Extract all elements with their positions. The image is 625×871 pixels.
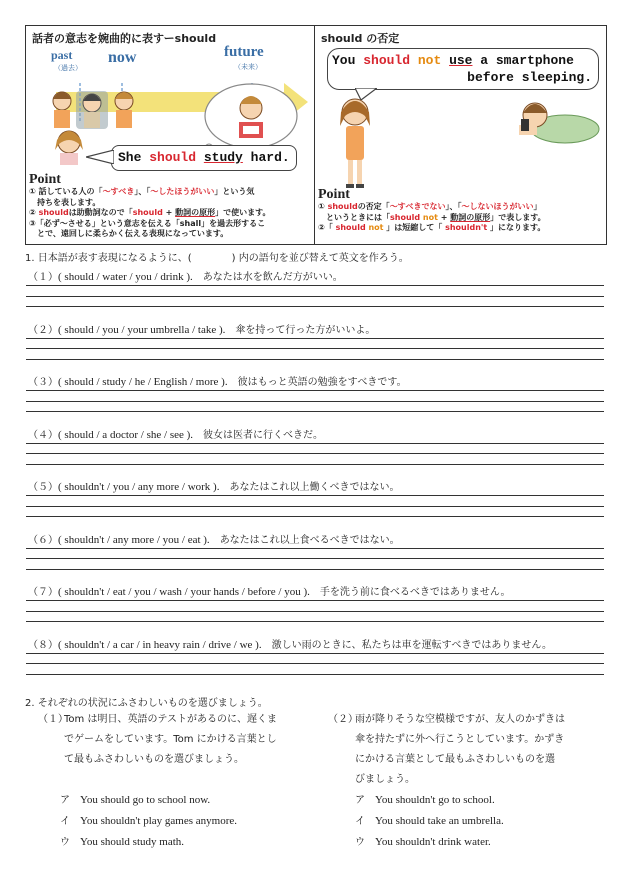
exercise-prompt-japanese: 傘を持って行った方がいいよ。	[235, 324, 376, 336]
answer-line[interactable]	[26, 306, 604, 307]
exercise-prompt-english: ( shouldn't / any more / you / eat ).	[58, 533, 210, 546]
left-panel-title: 話者の意志を婉曲的に表すーshould	[32, 32, 217, 45]
exercise-item-3	[28, 373, 407, 388]
timeline-future-sub: （未来）	[234, 63, 262, 71]
answer-line[interactable]	[26, 285, 604, 286]
exercise-prompt-japanese: あなたはこれ以上食べるべきではない。	[219, 534, 400, 546]
exercise-item-7	[28, 583, 511, 598]
exercise-prompt-japanese: 手を洗う前に食べるべきではありません。	[319, 587, 511, 598]
left-point-line-4: ③「必ず～させる」という意志を伝える「shall」を過去形するこ	[29, 218, 266, 228]
bubble-tail	[86, 150, 114, 164]
speaker-girl-illustration	[51, 126, 87, 166]
q1-options	[60, 790, 320, 853]
answer-line[interactable]	[26, 674, 604, 675]
q2-options	[355, 790, 605, 853]
exercise-prompt-english: ( shouldn't / you / any more / work ).	[58, 481, 220, 493]
right-point-line-2: というときには「should not + 動詞の原形」で表します。	[318, 212, 546, 222]
right-speech-bubble: You should not use a smartphone before sleeping.	[327, 48, 599, 90]
right-panel-title: should の否定	[321, 32, 400, 45]
answer-line[interactable]	[26, 548, 604, 549]
q2-question: 雨が降りそうな空模様ですが、友人のかずきは 傘を持たずに外へ行こうとしています。かずき にかける言葉として最もふさわしいものを選 びましょう。	[355, 714, 565, 785]
answer-line[interactable]	[26, 453, 604, 454]
boy-in-bed-illustration	[515, 91, 600, 146]
exercise-prompt-japanese: 彼はもっと英語の勉強をすべきです。	[237, 377, 407, 388]
q2-option-c[interactable]: ウ You shouldn't drink water.	[355, 836, 491, 848]
exercise-number: （２）	[28, 324, 58, 336]
exercise-prompt-japanese: 激しい雨のときに、私たちは車を運転すべきではありません。	[271, 639, 552, 651]
answer-line[interactable]	[26, 411, 604, 412]
right-point-line-1: ① shouldの否定「～すべきでない」、「～しないほうがいい」	[318, 202, 542, 211]
exercise-item-2	[28, 321, 375, 336]
answer-line[interactable]	[26, 443, 604, 444]
left-point-line-1: ① 話している人の「～すべき」、「～したほうがいい」という気	[29, 187, 255, 196]
q1-option-a[interactable]: ア You should go to school now.	[60, 794, 211, 806]
answer-line[interactable]	[26, 653, 604, 654]
answer-line[interactable]	[26, 338, 604, 339]
exercise-prompt-english: ( should / you / your umbrella / take ).	[58, 323, 226, 336]
exercise-prompt-english: ( should / water / you / drink ).	[58, 271, 193, 283]
left-point-box	[26, 173, 314, 240]
answer-line[interactable]	[26, 506, 604, 507]
q1-question: Tom は明日、英語のテストがあるのに、遅くま でゲームをしています。Tom にかける言葉とし て最もふさわしいものを選びましょう。	[64, 714, 278, 765]
section2-heading: 2. それぞれの状況にふさわしいものを選びましょう。	[25, 698, 268, 709]
q1-number: （１）	[38, 714, 68, 725]
q2-option-a[interactable]: ア You shouldn't go to school.	[355, 794, 495, 806]
left-point-line-2: 持ちを表します。	[29, 197, 101, 207]
timeline-future-label: future	[224, 44, 264, 60]
right-point-title: Point	[318, 187, 350, 202]
exercise-prompt-english: ( should / study / he / English / more ).	[58, 376, 228, 388]
exercise-prompt-japanese: 彼女は医者に行くべきだ。	[203, 429, 324, 441]
exercise-number: （４）	[28, 429, 58, 441]
exercise-number: （６）	[28, 534, 58, 546]
grammar-explanation-box	[25, 25, 607, 245]
left-speech-bubble: She should study hard.	[111, 145, 297, 171]
exercise-item-6	[28, 531, 400, 546]
exercise-item-1	[28, 268, 343, 283]
answer-line[interactable]	[26, 569, 604, 570]
girl-standing-illustration	[335, 96, 375, 191]
answer-line[interactable]	[26, 663, 604, 664]
exercise-item-4	[28, 426, 323, 441]
left-point-line-3: ② shouldは助動詞なので「should + 動詞の原形」で使います。	[29, 208, 271, 217]
students-studying-illustration	[46, 81, 141, 131]
answer-line[interactable]	[26, 296, 604, 297]
exercise-number: （１）	[28, 272, 58, 283]
q2-number: （２）	[328, 714, 358, 725]
exercise-prompt-japanese: あなたはこれ以上働くべきではない。	[229, 482, 400, 493]
q1-option-b[interactable]: イ You shouldn't play games anymore.	[60, 815, 237, 827]
answer-line[interactable]	[26, 558, 604, 559]
answer-line[interactable]	[26, 401, 604, 402]
right-point-line-3: ②「 should not 」は短縮して「 shouldn't 」になります。	[318, 223, 546, 232]
exercise-prompt-japanese: あなたは水を飲んだ方がいい。	[202, 272, 343, 283]
exercise-number: （７）	[28, 587, 58, 598]
exercise-number: （５）	[28, 482, 58, 493]
timeline-past-sub: （過去）	[54, 64, 82, 72]
answer-line[interactable]	[26, 516, 604, 517]
answer-line[interactable]	[26, 464, 604, 465]
answer-line[interactable]	[26, 359, 604, 360]
answer-line[interactable]	[26, 348, 604, 349]
exercise-prompt-english: ( shouldn't / a car / in heavy rain / drive / we ).	[58, 638, 262, 651]
exercise-number: （８）	[28, 639, 58, 651]
answer-line[interactable]	[26, 600, 604, 601]
left-point-line-5: とで、遠回しに柔らかく伝える表現になっています。	[29, 229, 229, 238]
section1-heading: 1. 日本語が表す表現になるように、( ) 内の語句を並び替えて英文を作ろう。	[25, 253, 409, 264]
timeline-now-label: now	[108, 49, 137, 66]
timeline-past-label: past	[51, 48, 73, 62]
q1-option-c[interactable]: ウ You should study math.	[60, 836, 185, 848]
exercise-number: （３）	[28, 377, 58, 388]
should-not-panel	[315, 26, 606, 244]
thought-cloud-illustration	[201, 76, 301, 156]
exercise-prompt-english: ( shouldn't / eat / you / wash / your hands / before / you ).	[58, 586, 310, 598]
exercise-item-8	[28, 636, 552, 651]
answer-line[interactable]	[26, 611, 604, 612]
right-point-box	[315, 188, 606, 234]
should-meaning-panel	[26, 26, 315, 244]
left-point-title: Point	[29, 172, 61, 187]
exercise-prompt-english: ( should / a doctor / she / see ).	[58, 428, 194, 441]
q2-option-b[interactable]: イ You should take an umbrella.	[355, 815, 504, 827]
answer-line[interactable]	[26, 390, 604, 391]
answer-line[interactable]	[26, 621, 604, 622]
exercise-item-5	[28, 478, 399, 493]
answer-line[interactable]	[26, 495, 604, 496]
